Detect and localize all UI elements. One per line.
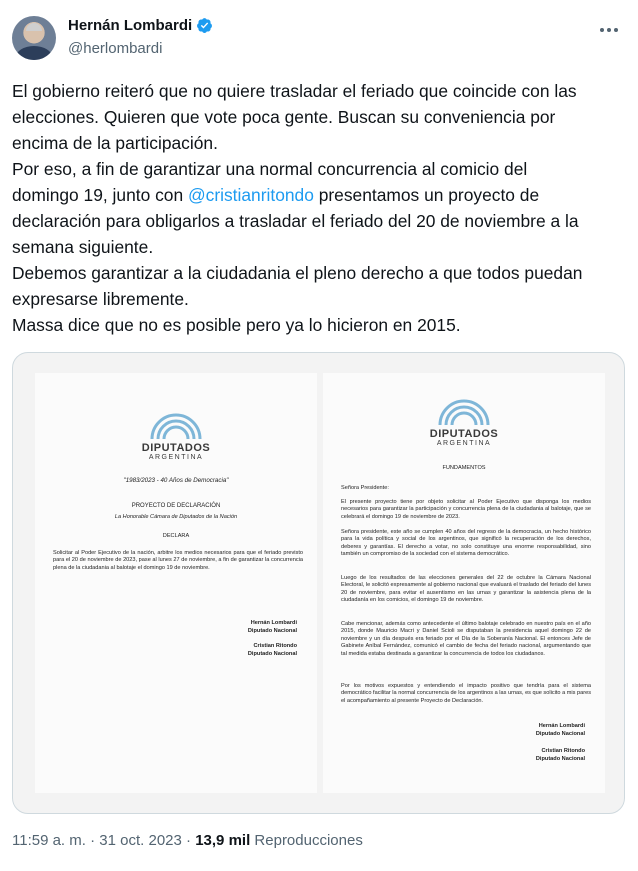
doc-salutation: Señora Presidente: xyxy=(341,485,389,491)
tweet-line-with-mention xyxy=(12,182,626,208)
tweet-line: semana siguiente. xyxy=(12,237,154,257)
doc-heading: FUNDAMENTOS xyxy=(442,465,486,471)
separator: · xyxy=(186,832,192,849)
doc-subheading: La Honorable Cámara de Diputados de la Nación xyxy=(114,514,238,520)
doc-paragraph: Luego de los resultados de las elecciones generales del 22 de octubre la Cámara Nacional Electoral, le solicitó expresamente al gobierno nacional que evaluará el traslado del feriado del lunes 20 de noviembre, para evitar el ausentismo en las urnas y garantizar la asistencia plena de la ciudadanía en los comicios, el domingo 19 de noviembre. xyxy=(341,575,591,604)
doc-paragraph: Por los motivos expuestos y entendiendo el impacto positivo que tendría para el sistema democrático facilitar la normal concurrencia de los argentinos a las urnas, es que solicito a mis pares el acompañamiento al presente Proyecto de Declaración. xyxy=(341,683,591,704)
avatar-hair xyxy=(26,23,42,31)
signer2-role: Diputado Nacional xyxy=(535,756,585,762)
mention-prefix: domingo 19, junto con xyxy=(12,185,188,205)
diputados-logo xyxy=(419,399,509,447)
signer1-role: Diputado Nacional xyxy=(247,628,297,634)
avatar-shoulders xyxy=(16,46,52,60)
tweet-line: El gobierno reiteró que no quiere trasladar el feriado que coincide con las xyxy=(12,81,577,101)
doc-body: Solicitar al Poder Ejecutivo de la nación, arbitre los medios necesarios para que el feriado previsto para el 20 de noviembre de 2023, pase al lunes 27 de noviembre, a fin de garantizar la concurrencia plena de la ciudadania al balotaje el domingo 19 de noviembre. xyxy=(53,550,303,571)
separator: · xyxy=(90,832,96,849)
doc-heading: PROYECTO DE DECLARACIÓN xyxy=(131,503,221,509)
doc-paragraph: El presente proyecto tiene por objeto solicitar al Poder Ejecutivo que disponga los medios necesarios para garantizar la participación y concurrencia plena de la ciudadania al balotaje, que se celebrará el domingo 19 de noviembre de 2023. xyxy=(341,499,591,520)
congress-dome-icon xyxy=(434,399,494,425)
tweet-line: Por eso, a fin de garantizar una normal concurrencia al comicio del xyxy=(12,159,528,179)
views-count: 13,9 mil xyxy=(195,832,251,849)
tweet-line: expresarse libremente. xyxy=(12,289,189,309)
doc-declara: DECLARA xyxy=(162,533,190,539)
tweet-time[interactable]: 11:59 a. m. xyxy=(12,832,86,849)
tweet-line: declaración para obligarlos a trasladar el feriado del 20 de noviembre a la xyxy=(12,211,579,231)
logo-sub: ARGENTINA xyxy=(436,440,492,447)
signer1-name: Hernán Lombardi xyxy=(538,723,585,729)
author-name[interactable]: Hernán Lombardi xyxy=(68,17,193,34)
tweet-line: encima de la participación. xyxy=(12,133,218,153)
logo-org: DIPUTADOS xyxy=(429,428,499,440)
verified-badge-icon xyxy=(196,17,213,34)
document-page-declaracion xyxy=(35,373,317,793)
tweet-header xyxy=(0,0,638,70)
tweet-metadata xyxy=(12,832,363,849)
views-label: Reproducciones xyxy=(254,832,363,849)
signer2-name: Cristian Ritondo xyxy=(253,643,297,649)
congress-dome-icon xyxy=(146,413,206,439)
more-options-icon[interactable] xyxy=(598,24,620,36)
signer2-role: Diputado Nacional xyxy=(247,651,297,657)
tweet-text xyxy=(12,78,626,338)
signer2-name: Cristian Ritondo xyxy=(541,748,585,754)
tweet-line: Massa dice que no es posible pero ya lo hicieron en 2015. xyxy=(12,315,461,335)
tweet-date[interactable]: 31 oct. 2023 xyxy=(99,832,182,849)
signer1-name: Hernán Lombardi xyxy=(250,620,297,626)
author-name-row[interactable] xyxy=(68,17,213,34)
diputados-logo xyxy=(131,413,221,461)
mention-link[interactable]: @cristianritondo xyxy=(187,185,314,205)
document-page-fundamentos xyxy=(323,373,605,793)
logo-org: DIPUTADOS xyxy=(141,442,211,454)
author-handle[interactable]: @herlombardi xyxy=(68,40,163,57)
tweet-line: Debemos garantizar a la ciudadania el pleno derecho a que todos puedan xyxy=(12,263,583,283)
doc-paragraph: Cabe mencionar, además como antecedente el último balotaje celebrado en nuestro país en el año 2015, donde Mauricio Macri y Daniel Scioli se disputaban la presidencia aquel domingo 22 de noviembre y un día después era feriado por el Día de la Soberanía Nacional. El entonces Jefe de Gabinete Aníbal Fernández, comunicó el cambio de fecha del feriado nacional, argumentando que tal medida estaba destinada a garantizar la concurrencia de todos los ciudadanos. xyxy=(341,621,591,657)
tweet-line: elecciones. Quieren que vote poca gente. Buscan su conveniencia por xyxy=(12,107,556,127)
avatar[interactable] xyxy=(12,16,56,60)
mention-suffix: presentamos un proyecto de xyxy=(313,185,540,205)
attached-image[interactable] xyxy=(12,352,625,814)
doc-motto: "1983/2023 - 40 Años de Democracia" xyxy=(123,477,229,484)
logo-sub: ARGENTINA xyxy=(148,454,204,461)
signer1-role: Diputado Nacional xyxy=(535,731,585,737)
doc-paragraph: Señora presidente, este año se cumplen 40 años del regreso de la democracia, un hecho histórico para la vida política y social de los argentinos, que significó la recuperación de los derechos, deberes y garantías. El derecho a votar, no solo constituye una enorme responsabilidad, sino también un compromiso de la sociedad con el sistema democrático. xyxy=(341,529,591,558)
